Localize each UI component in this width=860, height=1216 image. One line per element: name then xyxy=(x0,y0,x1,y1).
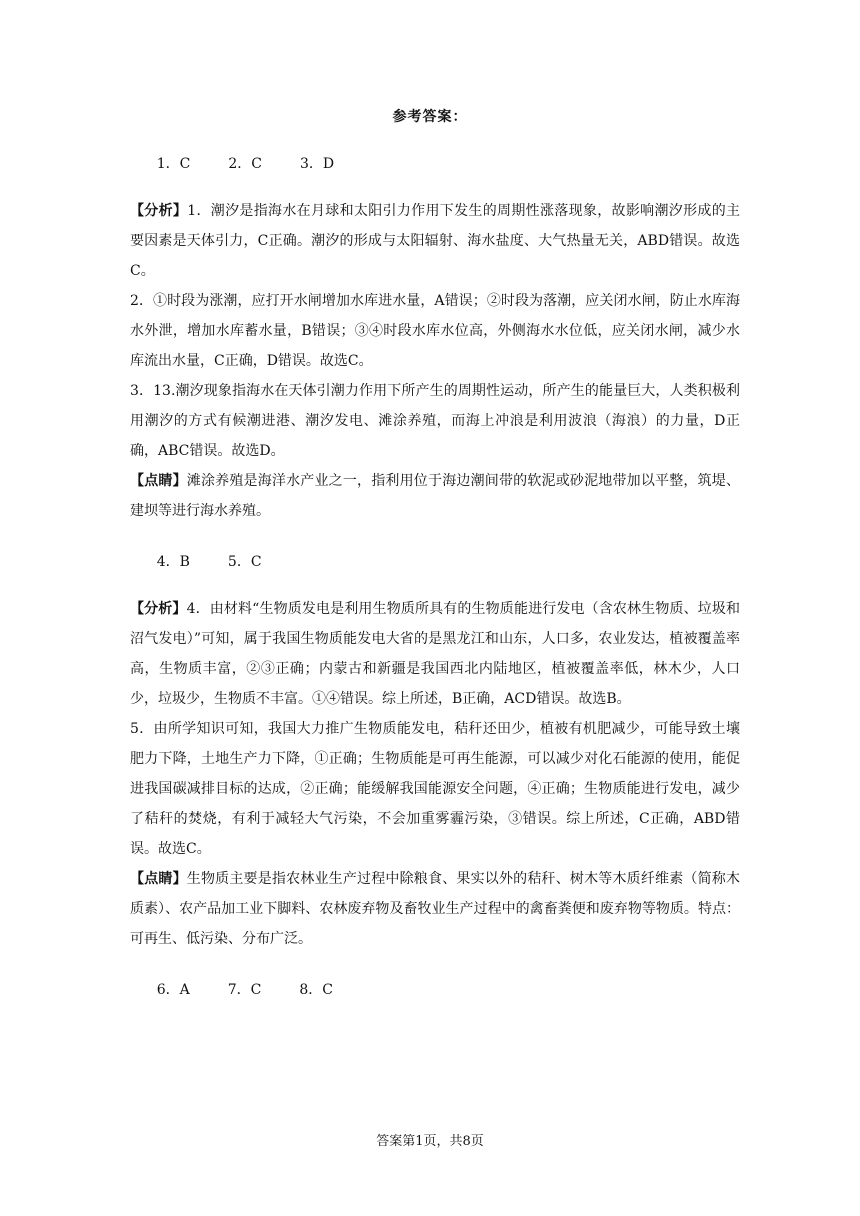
comment-block1 xyxy=(130,466,740,526)
comment-text-block2: 生物质主要是指农林业生产过程中除粮食、果实以外的秸秆、树木等木质纤维素（简称木质素）、农产品加工业下脚料、农林废弃物及畜牧业生产过程中的禽畜粪便和废弃物等物质。特点：可再生、低污染、分布广泛。 xyxy=(130,871,741,947)
analysis-q1 xyxy=(130,196,740,286)
answer-row-3 xyxy=(130,960,740,998)
comment-tag: 【点睛】 xyxy=(130,473,187,489)
answer-1: 1．C xyxy=(156,156,191,172)
analysis-q4 xyxy=(130,594,740,714)
page-content xyxy=(130,134,741,998)
answer-6: 6．A xyxy=(156,982,190,998)
answer-row-2 xyxy=(130,532,740,570)
comment-tag: 【点睛】 xyxy=(130,871,187,887)
analysis-tag: 【分析】 xyxy=(130,601,187,617)
analysis-q2: 2．①时段为涨潮，应打开水闸增加水库进水量，A错误；②时段为落潮，应关闭水闸，防止水库海水外泄，增加水库蓄水量，B错误；③④时段水库水位高，外侧海水水位低，应关闭水闸，减少水库流出水量，C正确，D错误。故选C。 xyxy=(130,293,740,369)
page-title: 参考答案： xyxy=(392,109,468,125)
answer-4: 4．B xyxy=(156,554,190,570)
answer-row-1 xyxy=(130,134,740,172)
comment-text-block1: 滩涂养殖是海洋水产业之一，指利用位于海边潮间带的软泥或砂泥地带加以平整，筑堤、建坝等进行海水养殖。 xyxy=(130,473,741,519)
analysis-text-q1: 1．潮汐是指海水在月球和太阳引力作用下发生的周期性涨落现象，故影响潮汐形成的主要因素是天体引力，C正确。潮汐的形成与太阳辐射、海水盐度、大气热量无关，ABD错误。故选C。 xyxy=(130,203,741,279)
answer-8: 8．C xyxy=(299,982,333,998)
analysis-text-q4: 4．由材料“生物质发电是利用生物质所具有的生物质能进行发电（含农林生物质、垃圾和沼气发电）”可知，属于我国生物质能发电大省的是黑龙江和山东，人口多，农业发达，植被覆盖率高，生物质丰富，②③正确；内蒙古和新疆是我国西北内陆地区，植被覆盖率低，林木少，人口少，垃圾少，生物质不丰富。①④错误。综上所述，B正确，ACD错误。故选B。 xyxy=(130,601,741,707)
analysis-q3: 3．13.潮汐现象指海水在天体引潮力作用下所产生的周期性运动，所产生的能量巨大，人类积极利用潮汐的方式有候潮进港、潮汐发电、滩涂养殖，而海上冲浪是利用波浪（海浪）的力量，D正确，ABC错误。故选D。 xyxy=(130,383,740,459)
page-footer: 答案第1页，共8页 xyxy=(376,1134,484,1149)
analysis-q5: 5．由所学知识可知，我国大力推广生物质能发电，秸秆还田少，植被有机肥减少，可能导致土壤肥力下降，土地生产力下降，①正确；生物质能是可再生能源，可以减少对化石能源的使用，能促进我国碳减排目标的达成，②正确；能缓解我国能源安全问题，④正确；生物质能进行发电，减少了秸秆的焚烧，有利于减轻大气污染，不会加重雾霾污染，③错误。综上所述，C正确，ABD错误。故选C。 xyxy=(130,721,740,857)
analysis-tag: 【分析】 xyxy=(130,203,188,219)
answer-3: 3．D xyxy=(299,156,335,172)
answer-7: 7．C xyxy=(227,982,262,998)
answer-5: 5．C xyxy=(227,554,262,570)
comment-block2 xyxy=(130,864,740,954)
answer-2: 2．C xyxy=(228,156,262,172)
